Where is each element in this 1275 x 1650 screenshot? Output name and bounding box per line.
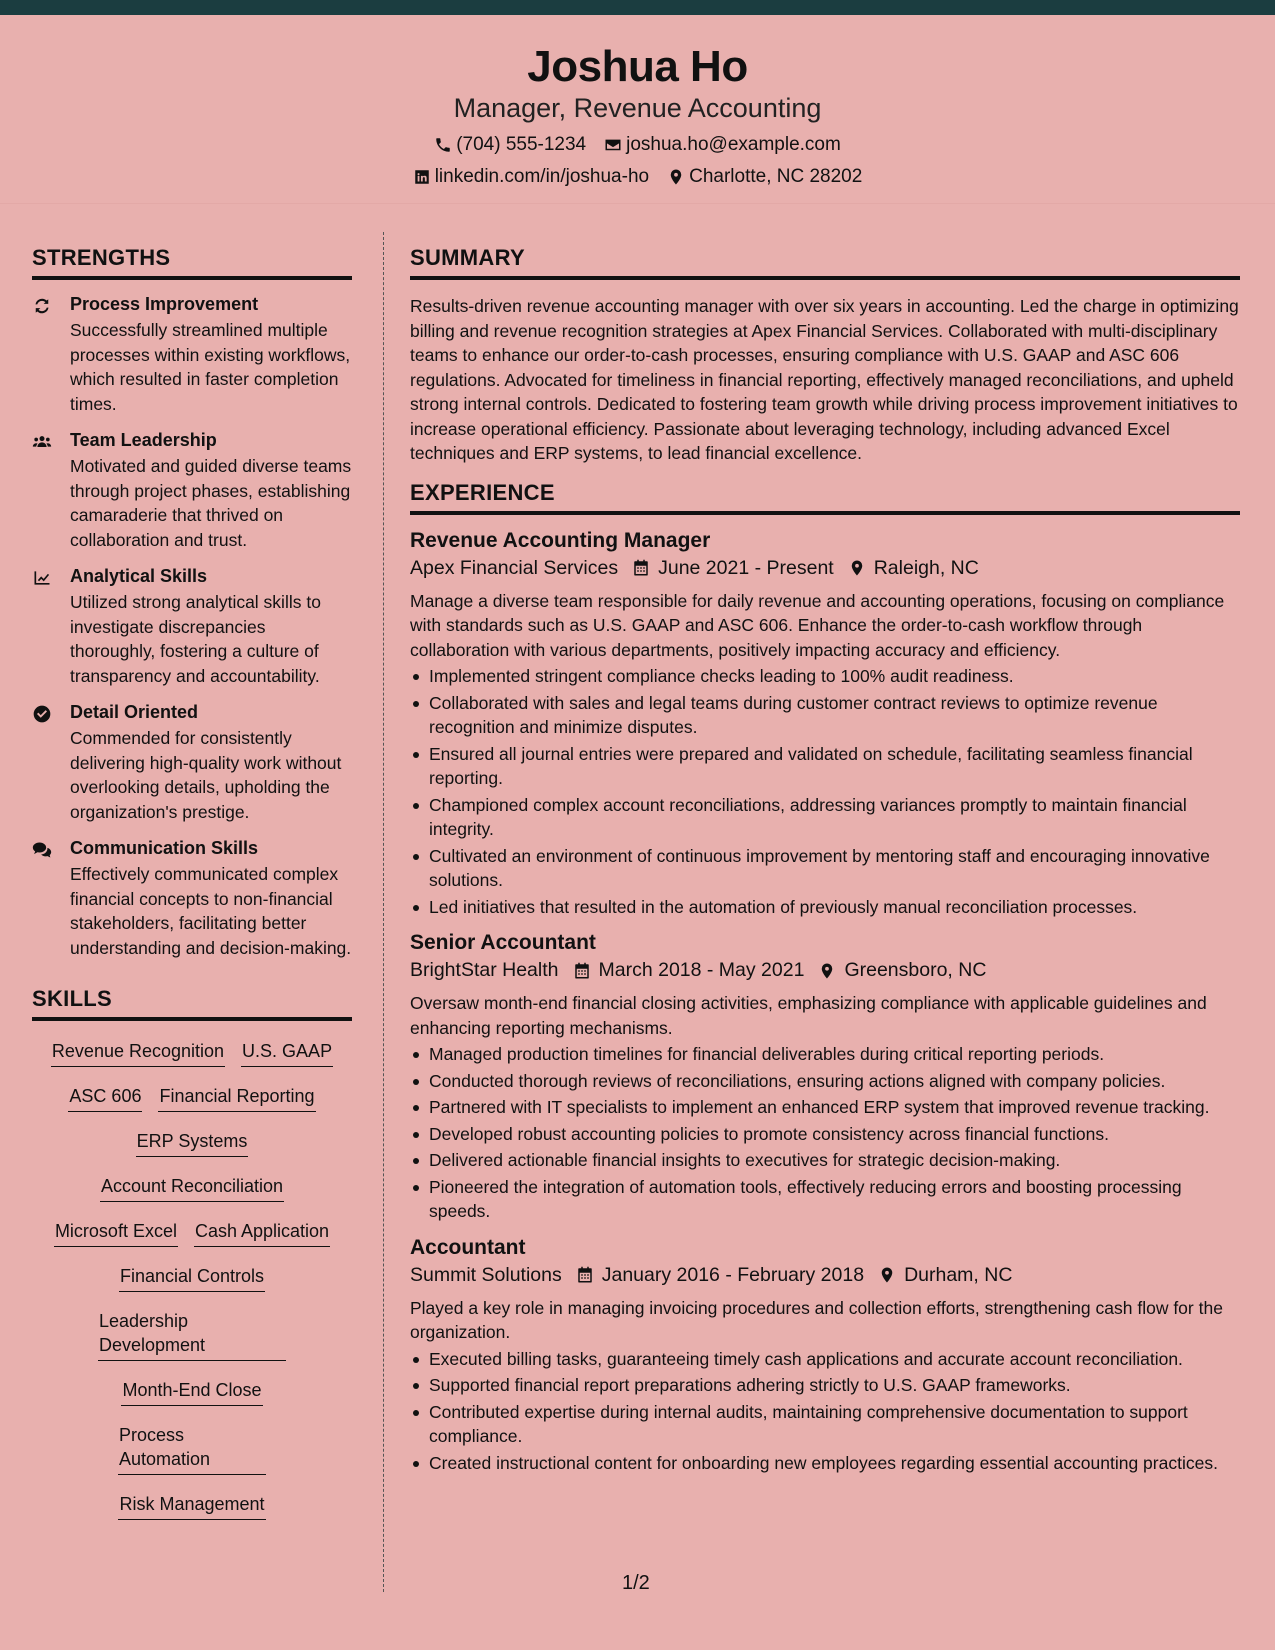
users-icon [32,432,52,452]
skill-tag: U.S. GAAP [241,1039,333,1067]
skill-tag: Microsoft Excel [54,1219,178,1247]
strength-desc: Successfully streamlined multiple processes within existing workflows, which resulted in faster completion times. [70,320,351,414]
map-pin-icon [878,1265,896,1285]
job-bullets [410,1347,1240,1476]
calendar-icon [576,1265,594,1285]
strengths-heading: STRENGTHS [32,245,352,280]
job-title: Senior Accountant [410,931,596,954]
location-text: Charlotte, NC 28202 [689,166,863,187]
column-divider [383,232,384,1592]
job-bullets [410,1042,1240,1224]
contact-row-1 [0,134,1275,156]
map-pin-icon [667,168,685,186]
job-meta [410,959,1240,982]
bullet-item: Executed billing tasks, guaranteeing timely cash applications and accurate account reconciliation. [410,1347,1240,1372]
skill-tag: Financial Controls [119,1264,265,1292]
bullet-item: Contributed expertise during internal audits, maintaining comprehensive documentation to support compliance. [410,1400,1240,1449]
strength-title: Communication Skills [70,838,259,858]
bullet-item: Implemented stringent compliance checks leading to 100% audit readiness. [410,664,1240,689]
job-title: Revenue Accounting Manager [410,528,711,552]
job-location: Durham, NC [904,1263,1013,1286]
header-divider [0,203,1275,204]
bullet-item: Championed complex account reconciliations, addressing variances promptly to maintain financial integrity. [410,793,1240,842]
skills-list [32,1039,352,1520]
skill-tag: ASC 606 [68,1084,142,1112]
strength-title: Team Leadership [70,430,217,450]
job-location: Greensboro, NC [844,959,987,981]
summary-text: Results-driven revenue accounting manager with over six years in accounting. Led the charge in optimizing billing and revenue recognition strategies at Apex Financial Services. Collaborated with multi-disciplinary teams to enhance our order-to-cash processes, ensuring compliance with U.S. GAAP and ASC 606 regulations. Advocated for timeliness in financial reporting, effectively managed reconciliations, and upheld strong internal controls. Dedicated to fostering team growth while driving process improvement initiatives to increase operational efficiency. Passionate about leveraging technology, including advanced Excel techniques and ERP systems, to lead financial excellence. [410,296,1239,463]
job-location: Raleigh, NC [873,556,979,579]
bullet-item: Supported financial report preparations adhering strictly to U.S. GAAP frameworks. [410,1373,1240,1398]
phone-contact [434,134,586,156]
strength-desc: Commended for consistently delivering high-quality work without overlooking details, upholding the organization's prestige. [70,728,342,822]
job-description: Oversaw month-end financial closing activities, emphasizing compliance with applicable guidelines and enhancing reporting mechanisms. [410,993,1207,1038]
phone-text: (704) 555-1234 [456,134,587,155]
job-dates: January 2016 - February 2018 [601,1263,865,1286]
strength-desc: Utilized strong analytical skills to investigate discrepancies thoroughly, fostering a culture of transparency and accountability. [70,592,321,686]
job-description: Manage a diverse team responsible for daily revenue and accounting operations, focusing on compliance with standards such as U.S. GAAP and ASC 606. Enhance the order-to-cash workflow through collaboration with various departments, positively impacting accuracy and efficiency. [410,590,1225,660]
summary-heading: SUMMARY [410,245,1240,280]
skill-tag: Account Reconciliation [100,1174,284,1202]
check-circle-icon [32,704,52,724]
candidate-title: Manager, Revenue Accounting [453,93,822,123]
linkedin-contact[interactable] [413,166,649,188]
job-company: Summit Solutions [410,1263,562,1286]
chart-line-icon [32,568,52,588]
job-description: Played a key role in managing invoicing procedures and collection efforts, strengthening cash flow for the organization. [410,1297,1223,1342]
page-number: 1/2 [622,1572,650,1594]
job-dates: March 2018 - May 2021 [598,959,805,981]
job-meta [410,557,1240,580]
job-bullets [410,664,1240,919]
strength-title: Process Improvement [70,294,259,314]
strength-desc: Motivated and guided diverse teams through project phases, establishing camaraderie that thrived on collaboration and trust. [70,456,352,550]
map-pin-icon [848,558,866,578]
bullet-item: Collaborated with sales and legal teams during customer contract reviews to optimize revenue recognition and minimize disputes. [410,691,1240,740]
bullet-item: Cultivated an environment of continuous improvement by mentoring staff and encouraging innovative solutions. [410,844,1240,893]
bullet-item: Ensured all journal entries were prepared and validated on schedule, facilitating seamless financial reporting. [410,742,1240,791]
location-contact [667,166,862,188]
bullet-item: Led initiatives that resulted in the automation of previously manual reconciliation processes. [410,895,1240,920]
job-entry [410,931,1240,1224]
comments-icon [32,840,52,860]
email-contact[interactable] [604,134,841,156]
calendar-icon [573,961,591,981]
job-entry [410,1236,1240,1476]
strength-desc: Effectively communicated complex financial concepts to non-financial stakeholders, facilitating better understanding and decision-making. [70,864,352,958]
envelope-icon [604,136,622,154]
skill-tag: Financial Reporting [158,1084,315,1112]
map-pin-icon [818,961,836,981]
contact-row-2 [0,166,1275,188]
job-meta [410,1264,1240,1287]
skills-heading: SKILLS [32,986,352,1021]
bullet-item: Created instructional content for onboarding new employees regarding essential accounting practices. [410,1451,1240,1476]
candidate-name: Joshua Ho [527,42,748,91]
phone-icon [434,136,452,154]
strength-item [32,702,352,824]
skill-tag: Revenue Recognition [51,1039,225,1067]
job-dates: June 2021 - Present [658,556,834,579]
job-entry [410,529,1240,920]
strength-item [32,430,352,552]
bullet-item: Managed production timelines for financial deliverables during critical reporting periods. [410,1042,1240,1067]
job-company: BrightStar Health [410,959,559,981]
resume-header [0,15,1275,204]
skill-tag: ERP Systems [136,1129,249,1157]
skill-tag: Process Automation [118,1423,266,1475]
skill-tag: Cash Application [194,1219,330,1247]
right-column [410,245,1240,1487]
job-title: Accountant [410,1235,526,1259]
skill-tag: Risk Management [118,1492,265,1520]
top-bar [0,0,1275,15]
strength-item [32,838,352,960]
email-text[interactable]: joshua.ho@example.com [626,134,841,155]
strength-item [32,294,352,416]
skill-tag: Month-End Close [121,1378,262,1406]
experience-heading: EXPERIENCE [410,480,1240,515]
job-company: Apex Financial Services [410,556,619,579]
bullet-item: Developed robust accounting policies to promote consistency across financial functions. [410,1122,1240,1147]
bullet-item: Conducted thorough reviews of reconciliations, ensuring actions aligned with company policies. [410,1069,1240,1094]
bullet-item: Partnered with IT specialists to implement an enhanced ERP system that improved revenue tracking. [410,1095,1240,1120]
skill-tag: Leadership Development [98,1309,286,1361]
linkedin-text[interactable]: linkedin.com/in/joshua-ho [434,166,650,187]
bullet-item: Delivered actionable financial insights to executives for strategic decision-making. [410,1148,1240,1173]
linkedin-icon [413,168,431,186]
strength-title: Detail Oriented [70,702,199,722]
strength-item [32,566,352,688]
left-column [32,245,352,1520]
calendar-icon [632,558,650,578]
strength-title: Analytical Skills [70,566,208,586]
bullet-item: Pioneered the integration of automation tools, effectively reducing errors and boosting processing speeds. [410,1175,1240,1224]
refresh-icon [32,296,52,316]
